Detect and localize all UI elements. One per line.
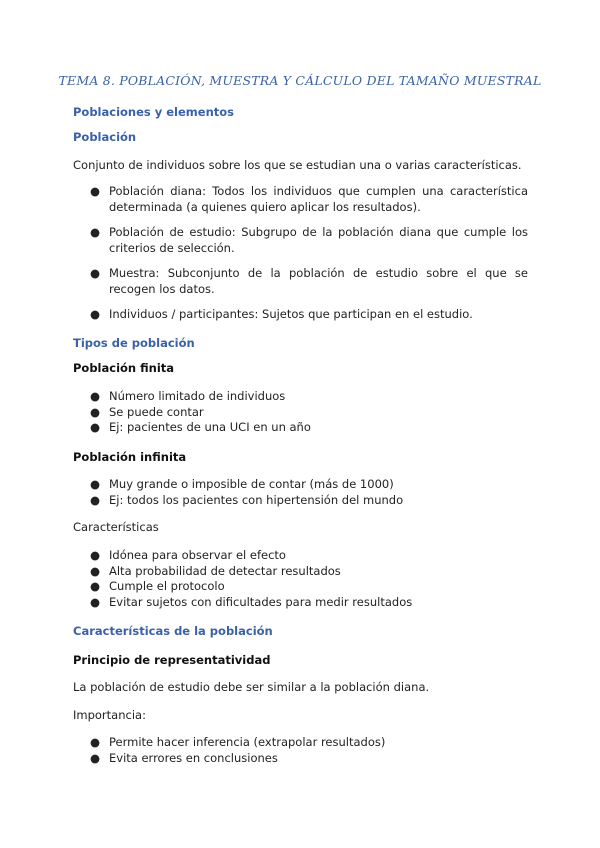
bullet-icon: ●	[90, 750, 101, 765]
list-item: ● Se puede contar	[90, 404, 204, 419]
list-item: ● Ej: todos los pacientes con hipertensión del mundo	[90, 492, 404, 507]
bullet-icon: ●	[90, 389, 101, 403]
section-heading-caracteristicas: Características de la población	[73, 624, 273, 638]
bullet-icon: ●	[90, 420, 101, 434]
bullet-icon: ●	[90, 477, 101, 491]
finita-list	[73, 389, 528, 436]
importancia-label: Importancia:	[73, 708, 146, 722]
bullet-icon: ●	[90, 492, 101, 507]
bullet-icon: ●	[90, 307, 101, 321]
list-item: ● Ej: pacientes de una UCI en un año	[90, 420, 311, 434]
bullet-icon: ●	[90, 266, 101, 280]
list-item: ● Muestra: Subconjunto de la población de estudio sobre el que se recogen los datos.	[90, 266, 528, 296]
section-heading-poblaciones: Poblaciones y elementos	[73, 105, 235, 119]
list-item: ● Idónea para observar el efecto	[90, 548, 286, 562]
bullet-icon: ●	[90, 735, 101, 749]
infinita-list	[73, 477, 528, 508]
subheading-infinita: Población infinita	[73, 450, 187, 464]
list-item: ● Cumple el protocolo	[90, 579, 225, 593]
section-heading-tipos: Tipos de población	[73, 336, 195, 350]
definition-poblacion: Conjunto de individuos sobre los que se estudian una o varias características.	[73, 158, 522, 172]
bullet-icon: ●	[90, 404, 101, 419]
bullet-icon: ●	[90, 563, 101, 578]
list-item: ● Alta probabilidad de detectar resultados	[90, 563, 341, 578]
subheading-representatividad: Principio de representatividad	[73, 653, 271, 667]
bullet-icon: ●	[90, 184, 101, 198]
elements-list	[73, 184, 528, 323]
page-title: TEMA 8. POBLACIÓN, MUESTRA Y CÁLCULO DEL TAMAÑO MUESTRAL	[58, 73, 542, 88]
list-item: ● Individuos / participantes: Sujetos que participan en el estudio.	[90, 307, 473, 321]
list-item: ● Evita errores en conclusiones	[90, 750, 278, 765]
caracteristicas-list	[73, 548, 528, 610]
bullet-icon: ●	[90, 594, 101, 609]
bullet-icon: ●	[90, 548, 101, 562]
list-item: ● Población de estudio: Subgrupo de la población diana que cumple los criterios de selección.	[90, 225, 528, 255]
importancia-list	[73, 735, 528, 766]
subheading-poblacion: Población	[73, 130, 137, 144]
representatividad-text: La población de estudio debe ser similar a la población diana.	[73, 680, 430, 694]
list-item: ● Evitar sujetos con dificultades para medir resultados	[90, 594, 413, 609]
caracteristicas-label: Características	[73, 520, 159, 534]
list-item: ● Permite hacer inferencia (extrapolar resultados)	[90, 735, 386, 749]
bullet-icon: ●	[90, 225, 101, 239]
list-item: ● Número limitado de individuos	[90, 389, 286, 403]
bullet-icon: ●	[90, 579, 101, 593]
subheading-finita: Población finita	[73, 361, 175, 375]
list-item: ● Muy grande o imposible de contar (más de 1000)	[90, 477, 394, 491]
list-item: ● Población diana: Todos los individuos que cumplen una característica determinada (a quienes quiero aplicar los resultados).	[90, 184, 528, 214]
